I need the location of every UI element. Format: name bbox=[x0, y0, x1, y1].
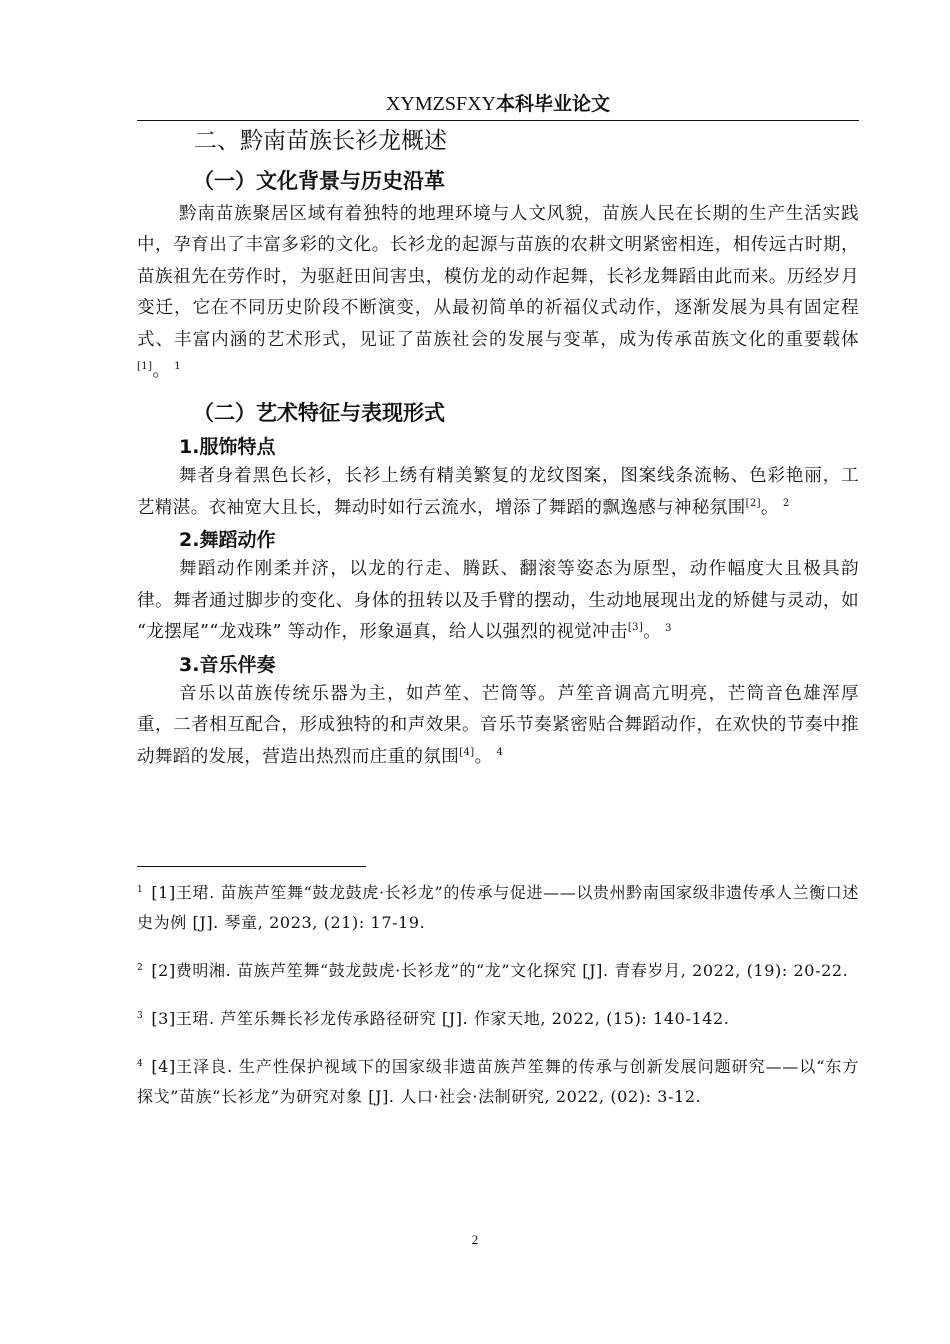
footnote-ref-3[interactable]: 3 bbox=[665, 622, 672, 634]
footnote-2 bbox=[137, 956, 859, 986]
paragraph-text: 音乐以苗族传统乐器为主，如芦笙、芒筒等。芦笙音调高亢明亮，芒筒音色雄浑厚重，二者相互配合，形成独特的和声效果。音乐节奏紧密贴合舞蹈动作，在欢快的节奏中推动舞蹈的发展，营造出热烈而庄重的氛围 bbox=[137, 683, 859, 767]
citation-2[interactable]: [2] bbox=[745, 498, 761, 510]
footnote-number: 4 bbox=[137, 1058, 144, 1069]
main-content bbox=[137, 121, 859, 773]
paragraph-movement bbox=[137, 554, 859, 649]
footnote-3 bbox=[137, 1004, 859, 1034]
citation-1[interactable]: [1] bbox=[137, 361, 153, 373]
footnote-separator bbox=[137, 866, 366, 867]
subsection-title-1: （一）文化背景与历史沿革 bbox=[193, 169, 445, 193]
section-title: 二、黔南苗族长衫龙概述 bbox=[194, 128, 447, 154]
footnote-number: 2 bbox=[137, 962, 144, 973]
subsection-title-2: （二）艺术特征与表现形式 bbox=[193, 401, 445, 426]
footnote-ref-1[interactable]: 1 bbox=[174, 361, 182, 373]
paragraph-end: 。 bbox=[152, 361, 171, 382]
paragraph-text: 黔南苗族聚居区域有着独特的地理环境与人文风貌，苗族人民在长期的生产生活实践中，孕育出了丰富多彩的文化。长衫龙的起源与苗族的农耕文明紧密相连，相传远古时期，苗族祖先在劳作时，为驱赶田间害虫，模仿龙的动作起舞，长衫龙舞蹈由此而来。历经岁月变迁，它在不同历史阶段不断演变，从最初简单的祈福仪式动作，逐渐发展为具有固定程式、丰富内涵的艺术形式，见证了苗族社会的发展与变革，成为传承苗族文化的重要载体 bbox=[137, 204, 859, 350]
footnote-text: [3]王珺. 芦笙乐舞长衫龙传承路径研究 [J]. 作家天地, 2022, (15): 140-142. bbox=[151, 1009, 730, 1028]
paragraph-end: 。 bbox=[643, 622, 662, 643]
footnote-ref-4[interactable]: 4 bbox=[496, 747, 504, 759]
paragraph-costume bbox=[137, 461, 859, 524]
item-title-costume: 1.服饰特点 bbox=[179, 436, 276, 459]
footnote-number: 3 bbox=[137, 1010, 144, 1021]
item-title-music: 3.音乐伴奏 bbox=[179, 653, 276, 676]
footnote-1 bbox=[137, 878, 859, 938]
footnote-text: [2]费明湘. 苗族芦笙舞“鼓龙鼓虎·长衫龙”的“龙”文化探究 [J]. 青春岁月, 2022, (19): 20-22. bbox=[151, 961, 849, 980]
citation-4[interactable]: [4] bbox=[459, 747, 475, 759]
citation-3[interactable]: [3] bbox=[627, 622, 644, 634]
paragraph-text: 舞者身着黑色长衫，长衫上绣有精美繁复的龙纹图案，图案线条流畅、色彩艳丽，工艺精湛。衣袖宽大且长，舞动时如行云流水，增添了舞蹈的飘逸感与神秘氛围 bbox=[137, 466, 859, 518]
footnote-text: [4]王泽良. 生产性保护视域下的国家级非遗苗族芦笙舞的传承与创新发展问题研究——以“东方探戈”苗族“长衫龙”为研究对象 [J]. 人口·社会·法制研究, 2022, (02): 3-12. bbox=[137, 1057, 859, 1106]
footnote-number: 1 bbox=[137, 884, 144, 895]
header-thesis-label: 本科毕业论文 bbox=[496, 93, 611, 115]
paragraph-text: 舞蹈动作刚柔并济，以龙的行走、腾跃、翻滚等姿态为原型，动作幅度大且极具韵律。舞者通过脚步的变化、身体的扭转以及手臂的摆动，生动地展现出龙的矫健与灵动，如 “龙摆尾”“龙戏珠” 等动作，形象逼真，给人以强烈的视觉冲击 bbox=[137, 559, 859, 643]
paragraph-end: 。 bbox=[760, 497, 779, 518]
paragraph-background bbox=[137, 199, 859, 387]
footnote-text: [1]王珺. 苗族芦笙舞“鼓龙鼓虎·长衫龙”的传承与促进——以贵州黔南国家级非遗传承人兰衡口述史为例 [J]. 琴童, 2023, (21): 17-19. bbox=[137, 883, 859, 932]
page-number: 2 bbox=[471, 1232, 479, 1247]
footnote-ref-2[interactable]: 2 bbox=[782, 498, 790, 510]
page-header bbox=[137, 90, 859, 118]
footnotes bbox=[137, 878, 859, 1130]
header-school-code: XYMZSFXY bbox=[385, 93, 496, 115]
footnote-4 bbox=[137, 1052, 859, 1112]
item-title-movement: 2.舞蹈动作 bbox=[179, 529, 276, 552]
paragraph-music bbox=[137, 679, 859, 774]
paragraph-end: 。 bbox=[474, 746, 493, 767]
